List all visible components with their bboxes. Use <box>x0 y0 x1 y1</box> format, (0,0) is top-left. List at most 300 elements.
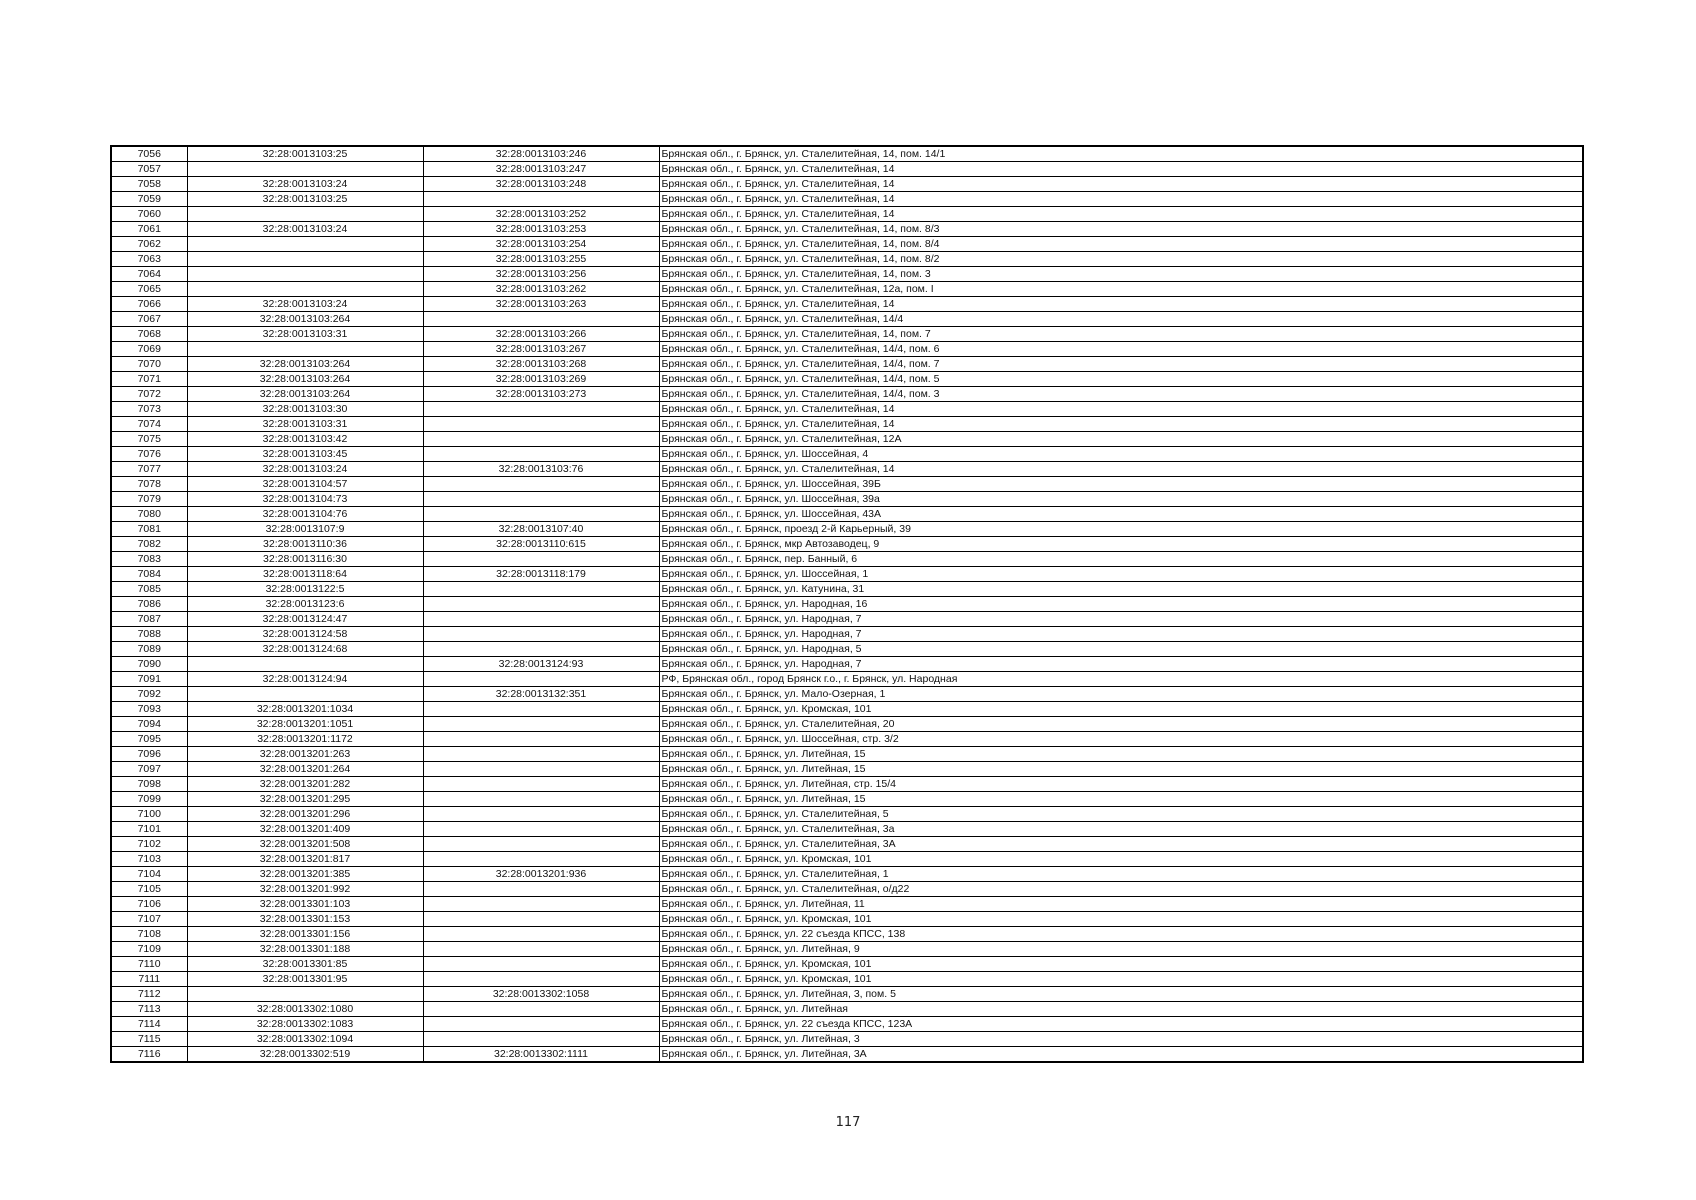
table-row <box>111 447 1583 462</box>
table-row <box>111 987 1583 1002</box>
parcel-number-cell: 32:28:0013301:85 <box>187 957 423 972</box>
table-row <box>111 882 1583 897</box>
row-number-cell: 7072 <box>111 387 187 402</box>
table-row <box>111 657 1583 672</box>
row-number-cell: 7058 <box>111 177 187 192</box>
object-number-cell <box>423 192 659 207</box>
parcel-number-cell: 32:28:0013301:156 <box>187 927 423 942</box>
row-number-cell: 7102 <box>111 837 187 852</box>
table-row <box>111 867 1583 882</box>
object-number-cell <box>423 912 659 927</box>
address-cell: Брянская обл., г. Брянск, ул. Сталелитейная, 14/4, пом. 6 <box>659 342 1583 357</box>
table-row <box>111 567 1583 582</box>
object-number-cell <box>423 852 659 867</box>
table-row <box>111 297 1583 312</box>
table-row <box>111 972 1583 987</box>
row-number-cell: 7077 <box>111 462 187 477</box>
object-number-cell <box>423 882 659 897</box>
row-number-cell: 7083 <box>111 552 187 567</box>
object-number-cell <box>423 417 659 432</box>
parcel-number-cell: 32:28:0013124:68 <box>187 642 423 657</box>
table-row <box>111 162 1583 177</box>
row-number-cell: 7063 <box>111 252 187 267</box>
parcel-number-cell: 32:28:0013302:1080 <box>187 1002 423 1017</box>
object-number-cell: 32:28:0013103:252 <box>423 207 659 222</box>
table-row <box>111 582 1583 597</box>
address-cell: Брянская обл., г. Брянск, ул. Сталелитейная, 14 <box>659 417 1583 432</box>
address-cell: Брянская обл., г. Брянск, ул. Шоссейная, 4 <box>659 447 1583 462</box>
address-cell: Брянская обл., г. Брянск, ул. Сталелитейная, 20 <box>659 717 1583 732</box>
address-cell: Брянская обл., г. Брянск, ул. Сталелитейная, 14, пом. 8/2 <box>659 252 1583 267</box>
row-number-cell: 7056 <box>111 146 187 162</box>
table-row <box>111 207 1583 222</box>
address-cell: Брянская обл., г. Брянск, ул. Шоссейная, 1 <box>659 567 1583 582</box>
parcel-number-cell: 32:28:0013103:24 <box>187 222 423 237</box>
row-number-cell: 7081 <box>111 522 187 537</box>
object-number-cell: 32:28:0013103:246 <box>423 146 659 162</box>
table-row <box>111 177 1583 192</box>
table-row <box>111 507 1583 522</box>
table-row <box>111 432 1583 447</box>
row-number-cell: 7108 <box>111 927 187 942</box>
table-row <box>111 702 1583 717</box>
object-number-cell <box>423 312 659 327</box>
parcel-number-cell: 32:28:0013201:296 <box>187 807 423 822</box>
row-number-cell: 7073 <box>111 402 187 417</box>
table-row <box>111 777 1583 792</box>
table-row <box>111 822 1583 837</box>
table-row <box>111 312 1583 327</box>
cadastral-table <box>110 145 1584 1063</box>
table-row <box>111 522 1583 537</box>
parcel-number-cell: 32:28:0013103:31 <box>187 327 423 342</box>
address-cell: Брянская обл., г. Брянск, ул. Сталелитейная, 14 <box>659 192 1583 207</box>
row-number-cell: 7094 <box>111 717 187 732</box>
object-number-cell <box>423 717 659 732</box>
address-cell: Брянская обл., г. Брянск, ул. Сталелитейная, 14 <box>659 207 1583 222</box>
parcel-number-cell: 32:28:0013118:64 <box>187 567 423 582</box>
row-number-cell: 7097 <box>111 762 187 777</box>
row-number-cell: 7086 <box>111 597 187 612</box>
parcel-number-cell: 32:28:0013107:9 <box>187 522 423 537</box>
address-cell: Брянская обл., г. Брянск, ул. Шоссейная, стр. 3/2 <box>659 732 1583 747</box>
object-number-cell: 32:28:0013103:266 <box>423 327 659 342</box>
address-cell: Брянская обл., г. Брянск, ул. Сталелитейная, 14, пом. 14/1 <box>659 146 1583 162</box>
object-number-cell: 32:28:0013103:256 <box>423 267 659 282</box>
row-number-cell: 7088 <box>111 627 187 642</box>
table-row <box>111 1002 1583 1017</box>
row-number-cell: 7113 <box>111 1002 187 1017</box>
object-number-cell <box>423 447 659 462</box>
object-number-cell: 32:28:0013103:262 <box>423 282 659 297</box>
parcel-number-cell: 32:28:0013201:385 <box>187 867 423 882</box>
parcel-number-cell: 32:28:0013201:1051 <box>187 717 423 732</box>
table-row <box>111 597 1583 612</box>
address-cell: Брянская обл., г. Брянск, ул. Сталелитейная, 1 <box>659 867 1583 882</box>
parcel-number-cell: 32:28:0013103:24 <box>187 297 423 312</box>
address-cell: Брянская обл., г. Брянск, ул. Шоссейная, 39а <box>659 492 1583 507</box>
object-number-cell <box>423 972 659 987</box>
object-number-cell <box>423 552 659 567</box>
table-row <box>111 417 1583 432</box>
parcel-number-cell: 32:28:0013104:57 <box>187 477 423 492</box>
parcel-number-cell: 32:28:0013302:519 <box>187 1047 423 1063</box>
address-cell: Брянская обл., г. Брянск, ул. Народная, 5 <box>659 642 1583 657</box>
table-row <box>111 267 1583 282</box>
address-cell: Брянская обл., г. Брянск, ул. Сталелитейная, 14 <box>659 462 1583 477</box>
parcel-number-cell: 32:28:0013103:42 <box>187 432 423 447</box>
parcel-number-cell <box>187 987 423 1002</box>
address-cell: Брянская обл., г. Брянск, ул. Сталелитейная, 14 <box>659 402 1583 417</box>
row-number-cell: 7109 <box>111 942 187 957</box>
address-cell: Брянская обл., г. Брянск, ул. Сталелитейная, 12а, пом. I <box>659 282 1583 297</box>
table-row <box>111 957 1583 972</box>
row-number-cell: 7096 <box>111 747 187 762</box>
row-number-cell: 7099 <box>111 792 187 807</box>
parcel-number-cell: 32:28:0013103:31 <box>187 417 423 432</box>
object-number-cell <box>423 807 659 822</box>
row-number-cell: 7095 <box>111 732 187 747</box>
parcel-number-cell: 32:28:0013103:264 <box>187 387 423 402</box>
address-cell: Брянская обл., г. Брянск, ул. Сталелитейная, 14, пом. 7 <box>659 327 1583 342</box>
table-row <box>111 146 1583 162</box>
parcel-number-cell <box>187 267 423 282</box>
address-cell: Брянская обл., г. Брянск, ул. Литейная, 3, пом. 5 <box>659 987 1583 1002</box>
address-cell: Брянская обл., г. Брянск, ул. Сталелитейная, 14/4, пом. 7 <box>659 357 1583 372</box>
table-row <box>111 762 1583 777</box>
object-number-cell <box>423 627 659 642</box>
object-number-cell: 32:28:0013103:247 <box>423 162 659 177</box>
row-number-cell: 7078 <box>111 477 187 492</box>
parcel-number-cell <box>187 657 423 672</box>
row-number-cell: 7071 <box>111 372 187 387</box>
parcel-number-cell: 32:28:0013103:25 <box>187 192 423 207</box>
parcel-number-cell: 32:28:0013103:25 <box>187 146 423 162</box>
address-cell: Брянская обл., г. Брянск, ул. Сталелитейная, 14, пом. 3 <box>659 267 1583 282</box>
row-number-cell: 7103 <box>111 852 187 867</box>
address-cell: Брянская обл., г. Брянск, ул. Сталелитейная, 14 <box>659 297 1583 312</box>
address-cell: Брянская обл., г. Брянск, ул. Литейная, 15 <box>659 792 1583 807</box>
parcel-number-cell: 32:28:0013104:76 <box>187 507 423 522</box>
parcel-number-cell: 32:28:0013103:45 <box>187 447 423 462</box>
parcel-number-cell: 32:28:0013201:817 <box>187 852 423 867</box>
row-number-cell: 7105 <box>111 882 187 897</box>
object-number-cell: 32:28:0013110:615 <box>423 537 659 552</box>
row-number-cell: 7100 <box>111 807 187 822</box>
object-number-cell: 32:28:0013103:248 <box>423 177 659 192</box>
row-number-cell: 7085 <box>111 582 187 597</box>
table-row <box>111 492 1583 507</box>
row-number-cell: 7115 <box>111 1032 187 1047</box>
address-cell: Брянская обл., г. Брянск, ул. Народная, 16 <box>659 597 1583 612</box>
object-number-cell <box>423 897 659 912</box>
address-cell: Брянская обл., г. Брянск, ул. Литейная <box>659 1002 1583 1017</box>
parcel-number-cell: 32:28:0013302:1094 <box>187 1032 423 1047</box>
address-cell: Брянская обл., г. Брянск, ул. 22 съезда КПСС, 138 <box>659 927 1583 942</box>
table-row <box>111 747 1583 762</box>
object-number-cell: 32:28:0013103:268 <box>423 357 659 372</box>
address-cell: Брянская обл., г. Брянск, ул. Сталелитейная, 12А <box>659 432 1583 447</box>
table-row <box>111 477 1583 492</box>
table-row <box>111 672 1583 687</box>
address-cell: Брянская обл., г. Брянск, мкр Автозаводец, 9 <box>659 537 1583 552</box>
object-number-cell: 32:28:0013103:254 <box>423 237 659 252</box>
address-cell: Брянская обл., г. Брянск, проезд 2-й Карьерный, 39 <box>659 522 1583 537</box>
table-row <box>111 192 1583 207</box>
row-number-cell: 7104 <box>111 867 187 882</box>
address-cell: Брянская обл., г. Брянск, ул. Кромская, 101 <box>659 852 1583 867</box>
table-row <box>111 627 1583 642</box>
address-cell: Брянская обл., г. Брянск, ул. Сталелитейная, 14/4, пом. 5 <box>659 372 1583 387</box>
parcel-number-cell: 32:28:0013301:95 <box>187 972 423 987</box>
address-cell: Брянская обл., г. Брянск, ул. Кромская, 101 <box>659 912 1583 927</box>
parcel-number-cell: 32:28:0013103:24 <box>187 462 423 477</box>
parcel-number-cell: 32:28:0013201:508 <box>187 837 423 852</box>
parcel-number-cell: 32:28:0013301:188 <box>187 942 423 957</box>
parcel-number-cell: 32:28:0013103:30 <box>187 402 423 417</box>
table-row <box>111 552 1583 567</box>
table-row <box>111 1032 1583 1047</box>
address-cell: Брянская обл., г. Брянск, ул. Литейная, 9 <box>659 942 1583 957</box>
parcel-number-cell: 32:28:0013124:94 <box>187 672 423 687</box>
address-cell: Брянская обл., г. Брянск, ул. Литейная, 3 <box>659 1032 1583 1047</box>
address-cell: Брянская обл., г. Брянск, ул. Сталелитейная, 14 <box>659 177 1583 192</box>
table-row <box>111 897 1583 912</box>
object-number-cell: 32:28:0013103:255 <box>423 252 659 267</box>
row-number-cell: 7101 <box>111 822 187 837</box>
table-row <box>111 372 1583 387</box>
table-row <box>111 282 1583 297</box>
parcel-number-cell: 32:28:0013201:1034 <box>187 702 423 717</box>
address-cell: Брянская обл., г. Брянск, ул. Народная, 7 <box>659 612 1583 627</box>
row-number-cell: 7076 <box>111 447 187 462</box>
object-number-cell: 32:28:0013103:263 <box>423 297 659 312</box>
object-number-cell <box>423 477 659 492</box>
table-row <box>111 942 1583 957</box>
object-number-cell <box>423 612 659 627</box>
object-number-cell: 32:28:0013302:1058 <box>423 987 659 1002</box>
parcel-number-cell: 32:28:0013103:264 <box>187 357 423 372</box>
object-number-cell <box>423 837 659 852</box>
row-number-cell: 7091 <box>111 672 187 687</box>
object-number-cell <box>423 927 659 942</box>
parcel-number-cell: 32:28:0013103:264 <box>187 312 423 327</box>
row-number-cell: 7061 <box>111 222 187 237</box>
address-cell: Брянская обл., г. Брянск, ул. Сталелитейная, 14, пом. 8/3 <box>659 222 1583 237</box>
object-number-cell: 32:28:0013103:267 <box>423 342 659 357</box>
address-cell: Брянская обл., г. Брянск, ул. Катунина, 31 <box>659 582 1583 597</box>
parcel-number-cell: 32:28:0013201:295 <box>187 792 423 807</box>
parcel-number-cell <box>187 237 423 252</box>
parcel-number-cell: 32:28:0013302:1083 <box>187 1017 423 1032</box>
address-cell: РФ, Брянская обл., город Брянск г.о., г. Брянск, ул. Народная <box>659 672 1583 687</box>
address-cell: Брянская обл., г. Брянск, пер. Банный, 6 <box>659 552 1583 567</box>
row-number-cell: 7057 <box>111 162 187 177</box>
object-number-cell <box>423 777 659 792</box>
object-number-cell <box>423 732 659 747</box>
object-number-cell: 32:28:0013201:936 <box>423 867 659 882</box>
object-number-cell: 32:28:0013107:40 <box>423 522 659 537</box>
parcel-number-cell: 32:28:0013201:263 <box>187 747 423 762</box>
parcel-number-cell: 32:28:0013201:264 <box>187 762 423 777</box>
row-number-cell: 7070 <box>111 357 187 372</box>
object-number-cell <box>423 1032 659 1047</box>
row-number-cell: 7110 <box>111 957 187 972</box>
object-number-cell <box>423 582 659 597</box>
address-cell: Брянская обл., г. Брянск, ул. Сталелитейная, 14 <box>659 162 1583 177</box>
object-number-cell <box>423 402 659 417</box>
parcel-number-cell: 32:28:0013124:58 <box>187 627 423 642</box>
row-number-cell: 7067 <box>111 312 187 327</box>
table-row <box>111 252 1583 267</box>
parcel-number-cell: 32:28:0013103:264 <box>187 372 423 387</box>
object-number-cell: 32:28:0013124:93 <box>423 657 659 672</box>
parcel-number-cell <box>187 282 423 297</box>
address-cell: Брянская обл., г. Брянск, ул. Сталелитейная, 14/4 <box>659 312 1583 327</box>
table-row <box>111 732 1583 747</box>
table-row <box>111 687 1583 702</box>
address-cell: Брянская обл., г. Брянск, ул. Шоссейная, 43А <box>659 507 1583 522</box>
address-cell: Брянская обл., г. Брянск, ул. Сталелитейная, 5 <box>659 807 1583 822</box>
object-number-cell <box>423 432 659 447</box>
address-cell: Брянская обл., г. Брянск, ул. Сталелитейная, о/д22 <box>659 882 1583 897</box>
parcel-number-cell: 32:28:0013110:36 <box>187 537 423 552</box>
row-number-cell: 7084 <box>111 567 187 582</box>
row-number-cell: 7106 <box>111 897 187 912</box>
row-number-cell: 7116 <box>111 1047 187 1063</box>
object-number-cell <box>423 747 659 762</box>
table-row <box>111 357 1583 372</box>
address-cell: Брянская обл., г. Брянск, ул. Литейная, 11 <box>659 897 1583 912</box>
page-number: 117 <box>835 1115 861 1130</box>
parcel-number-cell <box>187 687 423 702</box>
object-number-cell: 32:28:0013302:1111 <box>423 1047 659 1063</box>
row-number-cell: 7112 <box>111 987 187 1002</box>
row-number-cell: 7068 <box>111 327 187 342</box>
object-number-cell <box>423 822 659 837</box>
address-cell: Брянская обл., г. Брянск, ул. Кромская, 101 <box>659 972 1583 987</box>
address-cell: Брянская обл., г. Брянск, ул. Сталелитейная, 14/4, пом. 3 <box>659 387 1583 402</box>
row-number-cell: 7092 <box>111 687 187 702</box>
object-number-cell <box>423 597 659 612</box>
table-row <box>111 612 1583 627</box>
cadastral-table-body <box>111 146 1583 1062</box>
row-number-cell: 7111 <box>111 972 187 987</box>
parcel-number-cell: 32:28:0013122:5 <box>187 582 423 597</box>
address-cell: Брянская обл., г. Брянск, ул. Сталелитейная, 3А <box>659 837 1583 852</box>
address-cell: Брянская обл., г. Брянск, ул. Кромская, 101 <box>659 957 1583 972</box>
row-number-cell: 7089 <box>111 642 187 657</box>
row-number-cell: 7079 <box>111 492 187 507</box>
table-row <box>111 807 1583 822</box>
address-cell: Брянская обл., г. Брянск, ул. Литейная, 15 <box>659 762 1583 777</box>
table-row <box>111 402 1583 417</box>
row-number-cell: 7060 <box>111 207 187 222</box>
row-number-cell: 7064 <box>111 267 187 282</box>
parcel-number-cell: 32:28:0013201:1172 <box>187 732 423 747</box>
row-number-cell: 7074 <box>111 417 187 432</box>
address-cell: Брянская обл., г. Брянск, ул. Литейная, 3А <box>659 1047 1583 1063</box>
row-number-cell: 7059 <box>111 192 187 207</box>
parcel-number-cell: 32:28:0013301:153 <box>187 912 423 927</box>
parcel-number-cell: 32:28:0013201:409 <box>187 822 423 837</box>
table-row <box>111 1047 1583 1063</box>
object-number-cell <box>423 762 659 777</box>
address-cell: Брянская обл., г. Брянск, ул. Литейная, 15 <box>659 747 1583 762</box>
row-number-cell: 7098 <box>111 777 187 792</box>
table-row <box>111 717 1583 732</box>
table-row <box>111 642 1583 657</box>
parcel-number-cell: 32:28:0013301:103 <box>187 897 423 912</box>
table-row <box>111 387 1583 402</box>
parcel-number-cell: 32:28:0013104:73 <box>187 492 423 507</box>
address-cell: Брянская обл., г. Брянск, ул. Кромская, 101 <box>659 702 1583 717</box>
address-cell: Брянская обл., г. Брянск, ул. Сталелитейная, 3а <box>659 822 1583 837</box>
row-number-cell: 7090 <box>111 657 187 672</box>
object-number-cell <box>423 792 659 807</box>
row-number-cell: 7075 <box>111 432 187 447</box>
object-number-cell <box>423 507 659 522</box>
row-number-cell: 7087 <box>111 612 187 627</box>
parcel-number-cell: 32:28:0013201:992 <box>187 882 423 897</box>
row-number-cell: 7080 <box>111 507 187 522</box>
object-number-cell <box>423 702 659 717</box>
address-cell: Брянская обл., г. Брянск, ул. Народная, 7 <box>659 657 1583 672</box>
object-number-cell <box>423 492 659 507</box>
object-number-cell <box>423 642 659 657</box>
object-number-cell <box>423 957 659 972</box>
address-cell: Брянская обл., г. Брянск, ул. Литейная, стр. 15/4 <box>659 777 1583 792</box>
parcel-number-cell <box>187 252 423 267</box>
table-row <box>111 1017 1583 1032</box>
row-number-cell: 7082 <box>111 537 187 552</box>
address-cell: Брянская обл., г. Брянск, ул. Мало-Озерная, 1 <box>659 687 1583 702</box>
parcel-number-cell: 32:28:0013123:6 <box>187 597 423 612</box>
row-number-cell: 7069 <box>111 342 187 357</box>
row-number-cell: 7114 <box>111 1017 187 1032</box>
table-row <box>111 327 1583 342</box>
table-row <box>111 462 1583 477</box>
parcel-number-cell <box>187 207 423 222</box>
row-number-cell: 7093 <box>111 702 187 717</box>
object-number-cell: 32:28:0013103:253 <box>423 222 659 237</box>
table-row <box>111 912 1583 927</box>
object-number-cell <box>423 1017 659 1032</box>
object-number-cell: 32:28:0013103:269 <box>423 372 659 387</box>
parcel-number-cell <box>187 342 423 357</box>
object-number-cell: 32:28:0013103:273 <box>423 387 659 402</box>
table-row <box>111 852 1583 867</box>
parcel-number-cell: 32:28:0013201:282 <box>187 777 423 792</box>
row-number-cell: 7066 <box>111 297 187 312</box>
table-row <box>111 792 1583 807</box>
row-number-cell: 7062 <box>111 237 187 252</box>
parcel-number-cell: 32:28:0013116:30 <box>187 552 423 567</box>
table-row <box>111 837 1583 852</box>
address-cell: Брянская обл., г. Брянск, ул. Народная, 7 <box>659 627 1583 642</box>
table-row <box>111 342 1583 357</box>
table-row <box>111 927 1583 942</box>
object-number-cell <box>423 1002 659 1017</box>
row-number-cell: 7065 <box>111 282 187 297</box>
address-cell: Брянская обл., г. Брянск, ул. Шоссейная, 39Б <box>659 477 1583 492</box>
table-row <box>111 222 1583 237</box>
table-row <box>111 537 1583 552</box>
object-number-cell: 32:28:0013132:351 <box>423 687 659 702</box>
row-number-cell: 7107 <box>111 912 187 927</box>
address-cell: Брянская обл., г. Брянск, ул. 22 съезда КПСС, 123А <box>659 1017 1583 1032</box>
object-number-cell: 32:28:0013103:76 <box>423 462 659 477</box>
